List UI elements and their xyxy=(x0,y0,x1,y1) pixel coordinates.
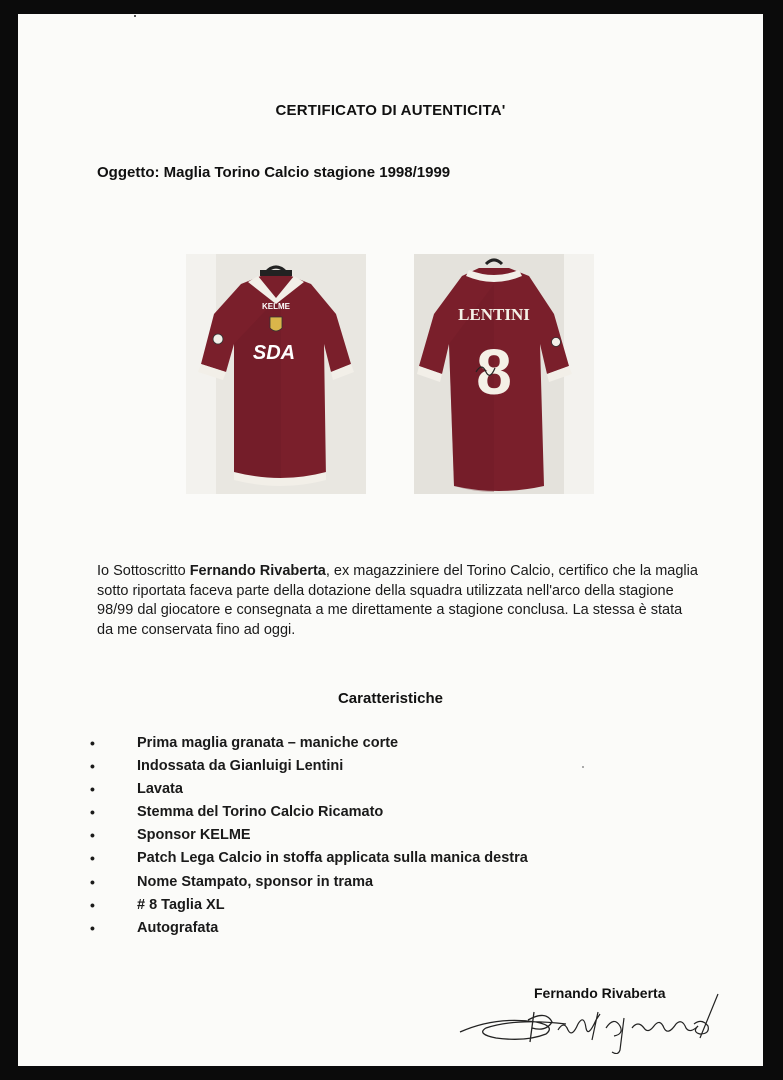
jersey-front-photo xyxy=(186,254,366,494)
bullet-icon: • xyxy=(90,827,95,844)
bullet-icon: • xyxy=(90,896,95,913)
sponsor-text: SDA xyxy=(252,342,296,364)
section-title: Caratteristiche xyxy=(337,690,444,707)
paragraph-body: , ex magazziniere del Torino Calcio, certifico che la maglia sotto riportata faceva parte della dotazione della squadra utilizzata nell'arco della stagione 98/99 dal giocatore e consegnata a me direttamente a stagione conclusa. La stessa è stata da me conservata fino ad oggi. xyxy=(97,563,698,638)
document-title: CERTIFICATO DI AUTENTICITA' xyxy=(275,102,506,119)
list-item: • Indossata da Gianluigi Lentini xyxy=(90,755,528,778)
list-item: • Patch Lega Calcio in stoffa applicata sulla manica destra xyxy=(90,847,528,870)
certification-paragraph xyxy=(97,562,702,640)
bullet-icon: • xyxy=(90,781,95,798)
player-number-text: 8 xyxy=(476,336,512,408)
speck xyxy=(582,766,584,768)
handwritten-signature xyxy=(456,982,736,1054)
signature-name: Fernando Rivaberta xyxy=(534,985,666,1001)
jersey-back-illustration xyxy=(414,254,594,494)
bullet-icon: • xyxy=(90,850,95,867)
brand-text: KELME xyxy=(262,302,290,311)
list-item: • Sponsor KELME xyxy=(90,824,528,847)
paragraph-intro: Io Sottoscritto xyxy=(97,563,190,579)
list-item: • Prima maglia granata – maniche corte xyxy=(90,732,528,755)
features-list xyxy=(90,732,528,940)
list-item: • Autografata xyxy=(90,917,528,940)
player-name-text: LENTINI xyxy=(458,305,530,324)
bullet-icon: • xyxy=(90,873,95,890)
jersey-back-photo xyxy=(414,254,594,494)
list-item: • Nome Stampato, sponsor in trama xyxy=(90,871,528,894)
list-item: • Stemma del Torino Calcio Ricamato xyxy=(90,801,528,824)
list-item: • # 8 Taglia XL xyxy=(90,894,528,917)
bullet-icon: • xyxy=(90,804,95,821)
bullet-icon: • xyxy=(90,919,95,936)
subject-line: Oggetto: Maglia Torino Calcio stagione 1998/1999 xyxy=(97,164,451,181)
signer-name-bold: Fernando Rivaberta xyxy=(189,563,326,579)
bullet-icon: • xyxy=(90,758,95,775)
list-item: • Lavata xyxy=(90,778,528,801)
bullet-icon: • xyxy=(90,735,95,751)
jersey-front-illustration xyxy=(186,254,366,494)
speck xyxy=(134,15,136,17)
certificate-page xyxy=(18,14,763,1066)
